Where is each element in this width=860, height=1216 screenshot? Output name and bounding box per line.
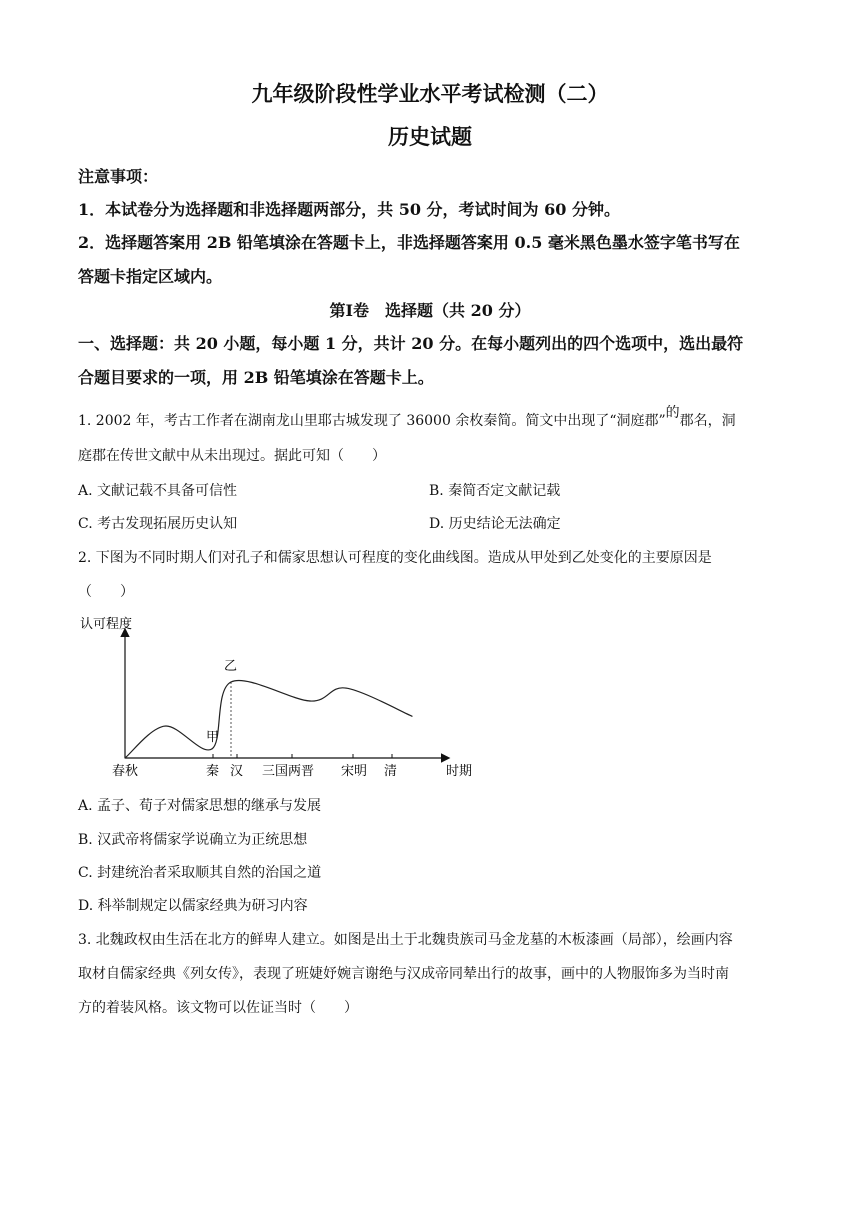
q1-stem-line2: 庭郡在传世文献中从未出现过。据此可知（ ） xyxy=(78,448,386,464)
chart-data-point xyxy=(211,748,212,749)
page-subtitle: 历史试题 xyxy=(388,124,472,149)
notice-item-2-line2: 答题卡指定区域内。 xyxy=(78,267,223,286)
chart-x-tick-label: 春秋 xyxy=(112,764,139,779)
chart-x-tick-label: 宋明 xyxy=(341,764,368,779)
page-title: 九年级阶段性学业水平考试检测（二） xyxy=(251,81,609,106)
q2-option-d: D. 科举制规定以儒家经典为研习内容 xyxy=(78,898,308,914)
q1-option-a: A. 文献记载不具备可信性 xyxy=(78,483,238,499)
q1-option-d: D. 历史结论无法确定 xyxy=(429,516,561,532)
chart-data-point xyxy=(164,725,165,726)
chart-data-point xyxy=(345,687,346,688)
section-title: 第Ⅰ卷 选择题（共 20 分） xyxy=(329,301,531,320)
chart-data-point xyxy=(411,716,412,717)
chart-x-tick-label: 汉 xyxy=(230,764,244,779)
notice-item-2-line1: 2．选择题答案用 2B 铅笔填涂在答题卡上，非选择题答案用 0.5 毫米黑色墨水签字笔书写在 xyxy=(78,233,740,252)
q1-option-c: C. 考古发现拓展历史认知 xyxy=(78,516,238,532)
chart-x-tick-label: 清 xyxy=(384,764,398,779)
chart-data-point xyxy=(124,757,125,758)
q3-stem-line2: 取材自儒家经典《列女传》，表现了班婕妤婉言谢绝与汉成帝同辇出行的故事，画中的人物服饰多为当时南 xyxy=(78,966,729,982)
q2-option-b: B. 汉武帝将儒家学说确立为正统思想 xyxy=(78,832,308,848)
section-instruction-line1: 一、选择题：共 20 小题，每小题 1 分，共计 20 分。在每小题列出的四个选项中，选出最符 xyxy=(78,334,744,353)
q2-stem-line2: （ ） xyxy=(78,584,134,600)
q1-stem-line1a: 1. 2002 年，考古工作者在湖南龙山里耶古城发现了 36000 余枚秦简。简文中出现了“洞庭郡” xyxy=(78,413,666,429)
q3-stem-line1: 3. 北魏政权由生活在北方的鲜卑人建立。如图是出土于北魏贵族司马金龙墓的木板漆画（局部），绘画内容 xyxy=(78,932,733,948)
chart-x-tick-label: 三国两晋 xyxy=(262,764,315,779)
chart-y-label: 认可程度 xyxy=(80,617,133,632)
notice-heading: 注意事项： xyxy=(78,167,159,186)
section-instruction-line2: 合题目要求的一项，用 2B 铅笔填涂在答题卡上。 xyxy=(78,368,434,387)
q2-stem-line1: 2. 下图为不同时期人们对孔子和儒家思想认可程度的变化曲线图。造成从甲处到乙处变化的主要原因是 xyxy=(78,550,712,566)
chart-annotation-yi: 乙 xyxy=(224,659,238,674)
notice-item-1: 1．本试卷分为选择题和非选择题两部分，共 50 分，考试时间为 60 分钟。 xyxy=(78,200,620,219)
chart-series-line xyxy=(125,680,412,758)
q2-option-a: A. 孟子、荀子对儒家思想的继承与发展 xyxy=(78,798,322,814)
q1-stem-superscript: 的 xyxy=(665,405,680,421)
q1-option-b: B. 秦简否定文献记载 xyxy=(429,483,561,499)
q1-stem-line1b: 郡名，洞 xyxy=(679,413,736,429)
chart-annotation-jia: 甲 xyxy=(206,730,220,745)
recognition-chart xyxy=(70,612,490,784)
chart-data-point xyxy=(309,700,310,701)
chart-data-point xyxy=(230,681,231,682)
q2-option-c: C. 封建统治者采取顺其自然的治国之道 xyxy=(78,865,322,881)
chart-x-label: 时期 xyxy=(446,764,473,779)
q1-stem-line1 xyxy=(78,405,736,430)
chart-x-tick-label: 秦 xyxy=(206,764,220,779)
q3-stem-line3: 方的着装风格。该文物可以佐证当时（ ） xyxy=(78,1000,358,1016)
